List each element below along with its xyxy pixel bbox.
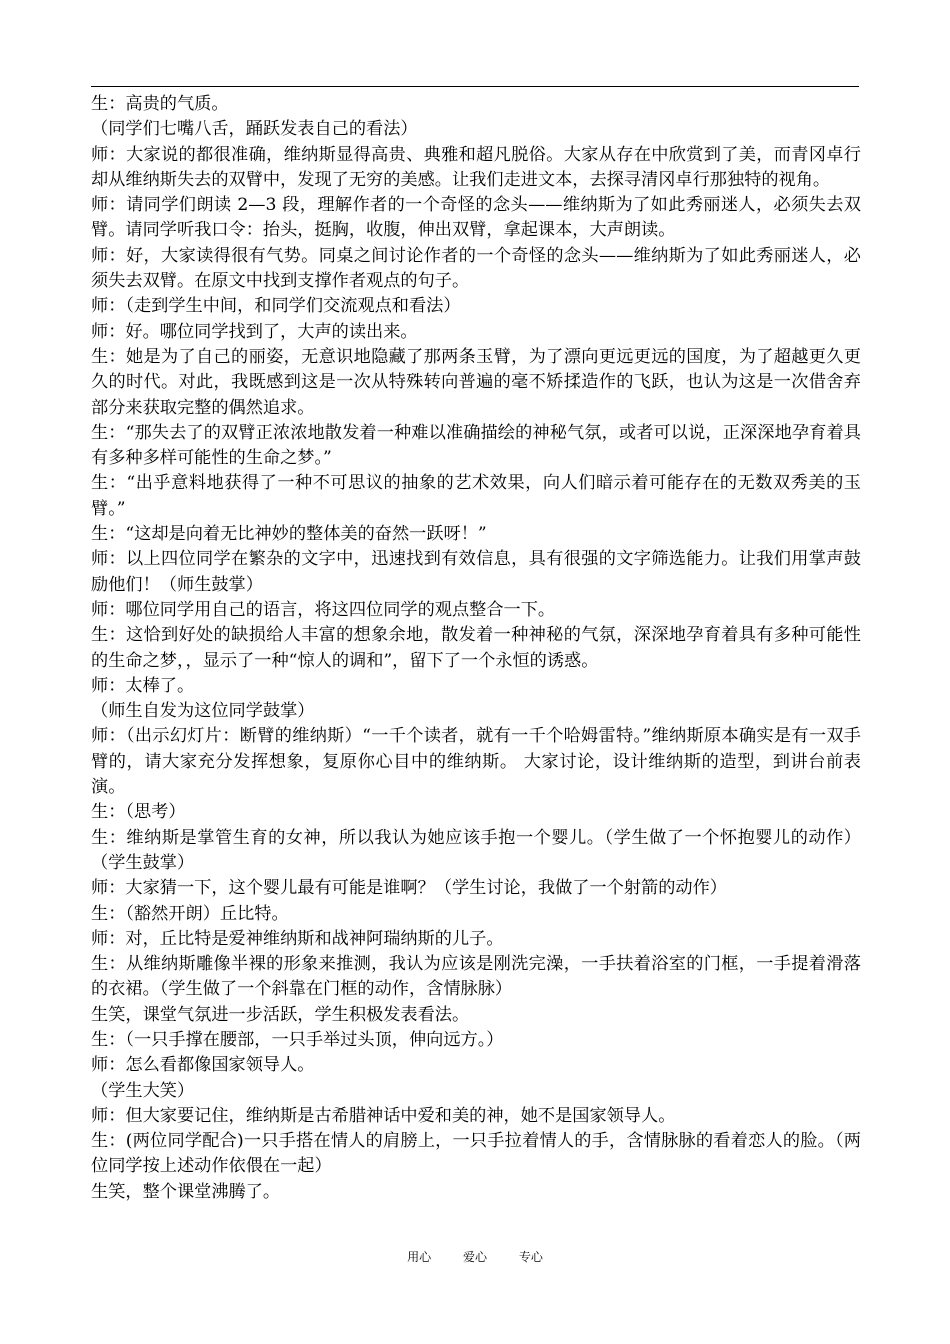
paragraph: 师：（走到学生中间，和同学们交流观点和看法） — [91, 296, 461, 317]
paragraph: 师：好。哪位同学找到了，大声的读出来。 — [91, 321, 418, 342]
paragraph: 生笑，整个课堂沸腾了。 — [91, 1181, 281, 1202]
paragraph: 生：从维纳斯雕像半裸的形象来推测，我认为应该是刚洗完澡，一手扶着浴室的门框，一手提着滑落的衣裙。（学生做了一个斜靠在门框的动作，含情脉脉） — [91, 954, 861, 1000]
document-body — [91, 92, 861, 1205]
paragraph: 生：她是为了自己的丽姿，无意识地隐藏了那两条玉臂，为了漂向更远更远的国度，为了超越更久更久的时代。对此，我既感到这是一次从特殊转向普遍的毫不矫揉造作的飞跃，也认为这是一次借舍弃部分来获取完整的偶然追求。 — [91, 346, 861, 418]
paragraph: 生：（思考） — [91, 802, 186, 823]
paragraph: 师：大家猜一下，这个婴儿最有可能是谁啊？（学生讨论，我做了一个射箭的动作） — [91, 878, 727, 899]
paragraph: 师：（出示幻灯片：断臂的维纳斯）“一千个读者，就有一千个哈姆雷特。”维纳斯原本确实是有一双手臂的，请大家充分发挥想象，复原你心目中的维纳斯。 大家讨论，设计维纳斯的造型，到讲台前表演。 — [91, 726, 861, 798]
paragraph: 生：“出乎意料地获得了一种不可思议的抽象的艺术效果，向人们暗示着可能存在的无数双秀美的玉臂。” — [91, 473, 861, 519]
paragraph: 师：怎么看都像国家领导人。 — [91, 1055, 315, 1076]
paragraph: 生笑，课堂气氛进一步活跃，学生积极发表看法。 — [91, 1004, 470, 1025]
paragraph: 生：“那失去了的双臂正浓浓地散发着一种难以准确描绘的神秘气氛，或者可以说，正深深地孕育着具有多种多样可能性的生命之梦。” — [91, 422, 861, 469]
paragraph: 师：大家说的都很准确，维纳斯显得高贵、典雅和超凡脱俗。大家从存在中欣赏到了美，而青冈卓行却从维纳斯失去的双臂中，发现了无穷的美感。让我们走进文本，去探寻清冈卓行那独特的视角。 — [91, 144, 861, 190]
paragraph: 师：对，丘比特是爱神维纳斯和战神阿瑞纳斯的儿子。 — [91, 928, 504, 949]
paragraph: （学生大笑） — [91, 1080, 195, 1101]
paragraph: 师：哪位同学用自己的语言，将这四位同学的观点整合一下。 — [91, 599, 556, 620]
footer-item: 爱心 — [462, 1250, 487, 1264]
paragraph: （同学们七嘴八舌，踊跃发表自己的看法） — [91, 119, 418, 140]
paragraph: 生：高贵的气质。 — [91, 94, 229, 114]
paragraph: 生：“这却是向着无比神妙的整体美的奋然一跃呀！” — [91, 524, 487, 545]
footer-item: 专心 — [518, 1250, 543, 1264]
page-footer — [0, 1248, 950, 1265]
paragraph: 师：太棒了。 — [91, 675, 195, 696]
paragraph: 生：（一只手撑在腰部，一只手举过头顶，伸向远方。） — [91, 1029, 504, 1050]
paragraph: 师：以上四位同学在繁杂的文字中，迅速找到有效信息，具有很强的文字筛选能力。让我们用掌声鼓励他们！（师生鼓掌） — [91, 549, 861, 595]
paragraph: 生：(两位同学配合)一只手搭在情人的肩膀上，一只手拉着情人的手，含情脉脉的看着恋人的脸。（两位同学按上述动作依偎在一起） — [91, 1131, 861, 1177]
paragraph: 生：维纳斯是掌管生育的女神，所以我认为她应该手抱一个婴儿。（学生做了一个怀抱婴儿的动作）（学生鼓掌） — [91, 827, 861, 873]
paragraph: 生：这恰到好处的缺损给人丰富的想象余地，散发着一种神秘的气氛，深深地孕育着具有多种可能性的生命之梦，，显示了一种“惊人的调和”，留下了一个永恒的诱惑。 — [91, 625, 861, 671]
paragraph: 生：（豁然开朗）丘比特。 — [91, 903, 289, 924]
paragraph: 师：好，大家读得很有气势。同桌之间讨论作者的一个奇怪的念头——维纳斯为了如此秀丽迷人，必须失去双臂。在原文中找到支撑作者观点的句子。 — [91, 245, 861, 292]
paragraph: 师：但大家要记住，维纳斯是古希腊神话中爱和美的神，她不是国家领导人。 — [91, 1105, 676, 1126]
paragraph: 师：请同学们朗读 2—3 段，理解作者的一个奇怪的念头——维纳斯为了如此秀丽迷人，必须失去双臂。请同学听我口令：抬头，挺胸，收腹，伸出双臂，拿起课本，大声朗读。 — [91, 195, 861, 241]
header-rule — [91, 86, 859, 87]
paragraph: （师生自发为这位同学鼓掌） — [91, 701, 315, 722]
footer-item: 用心 — [407, 1250, 432, 1264]
